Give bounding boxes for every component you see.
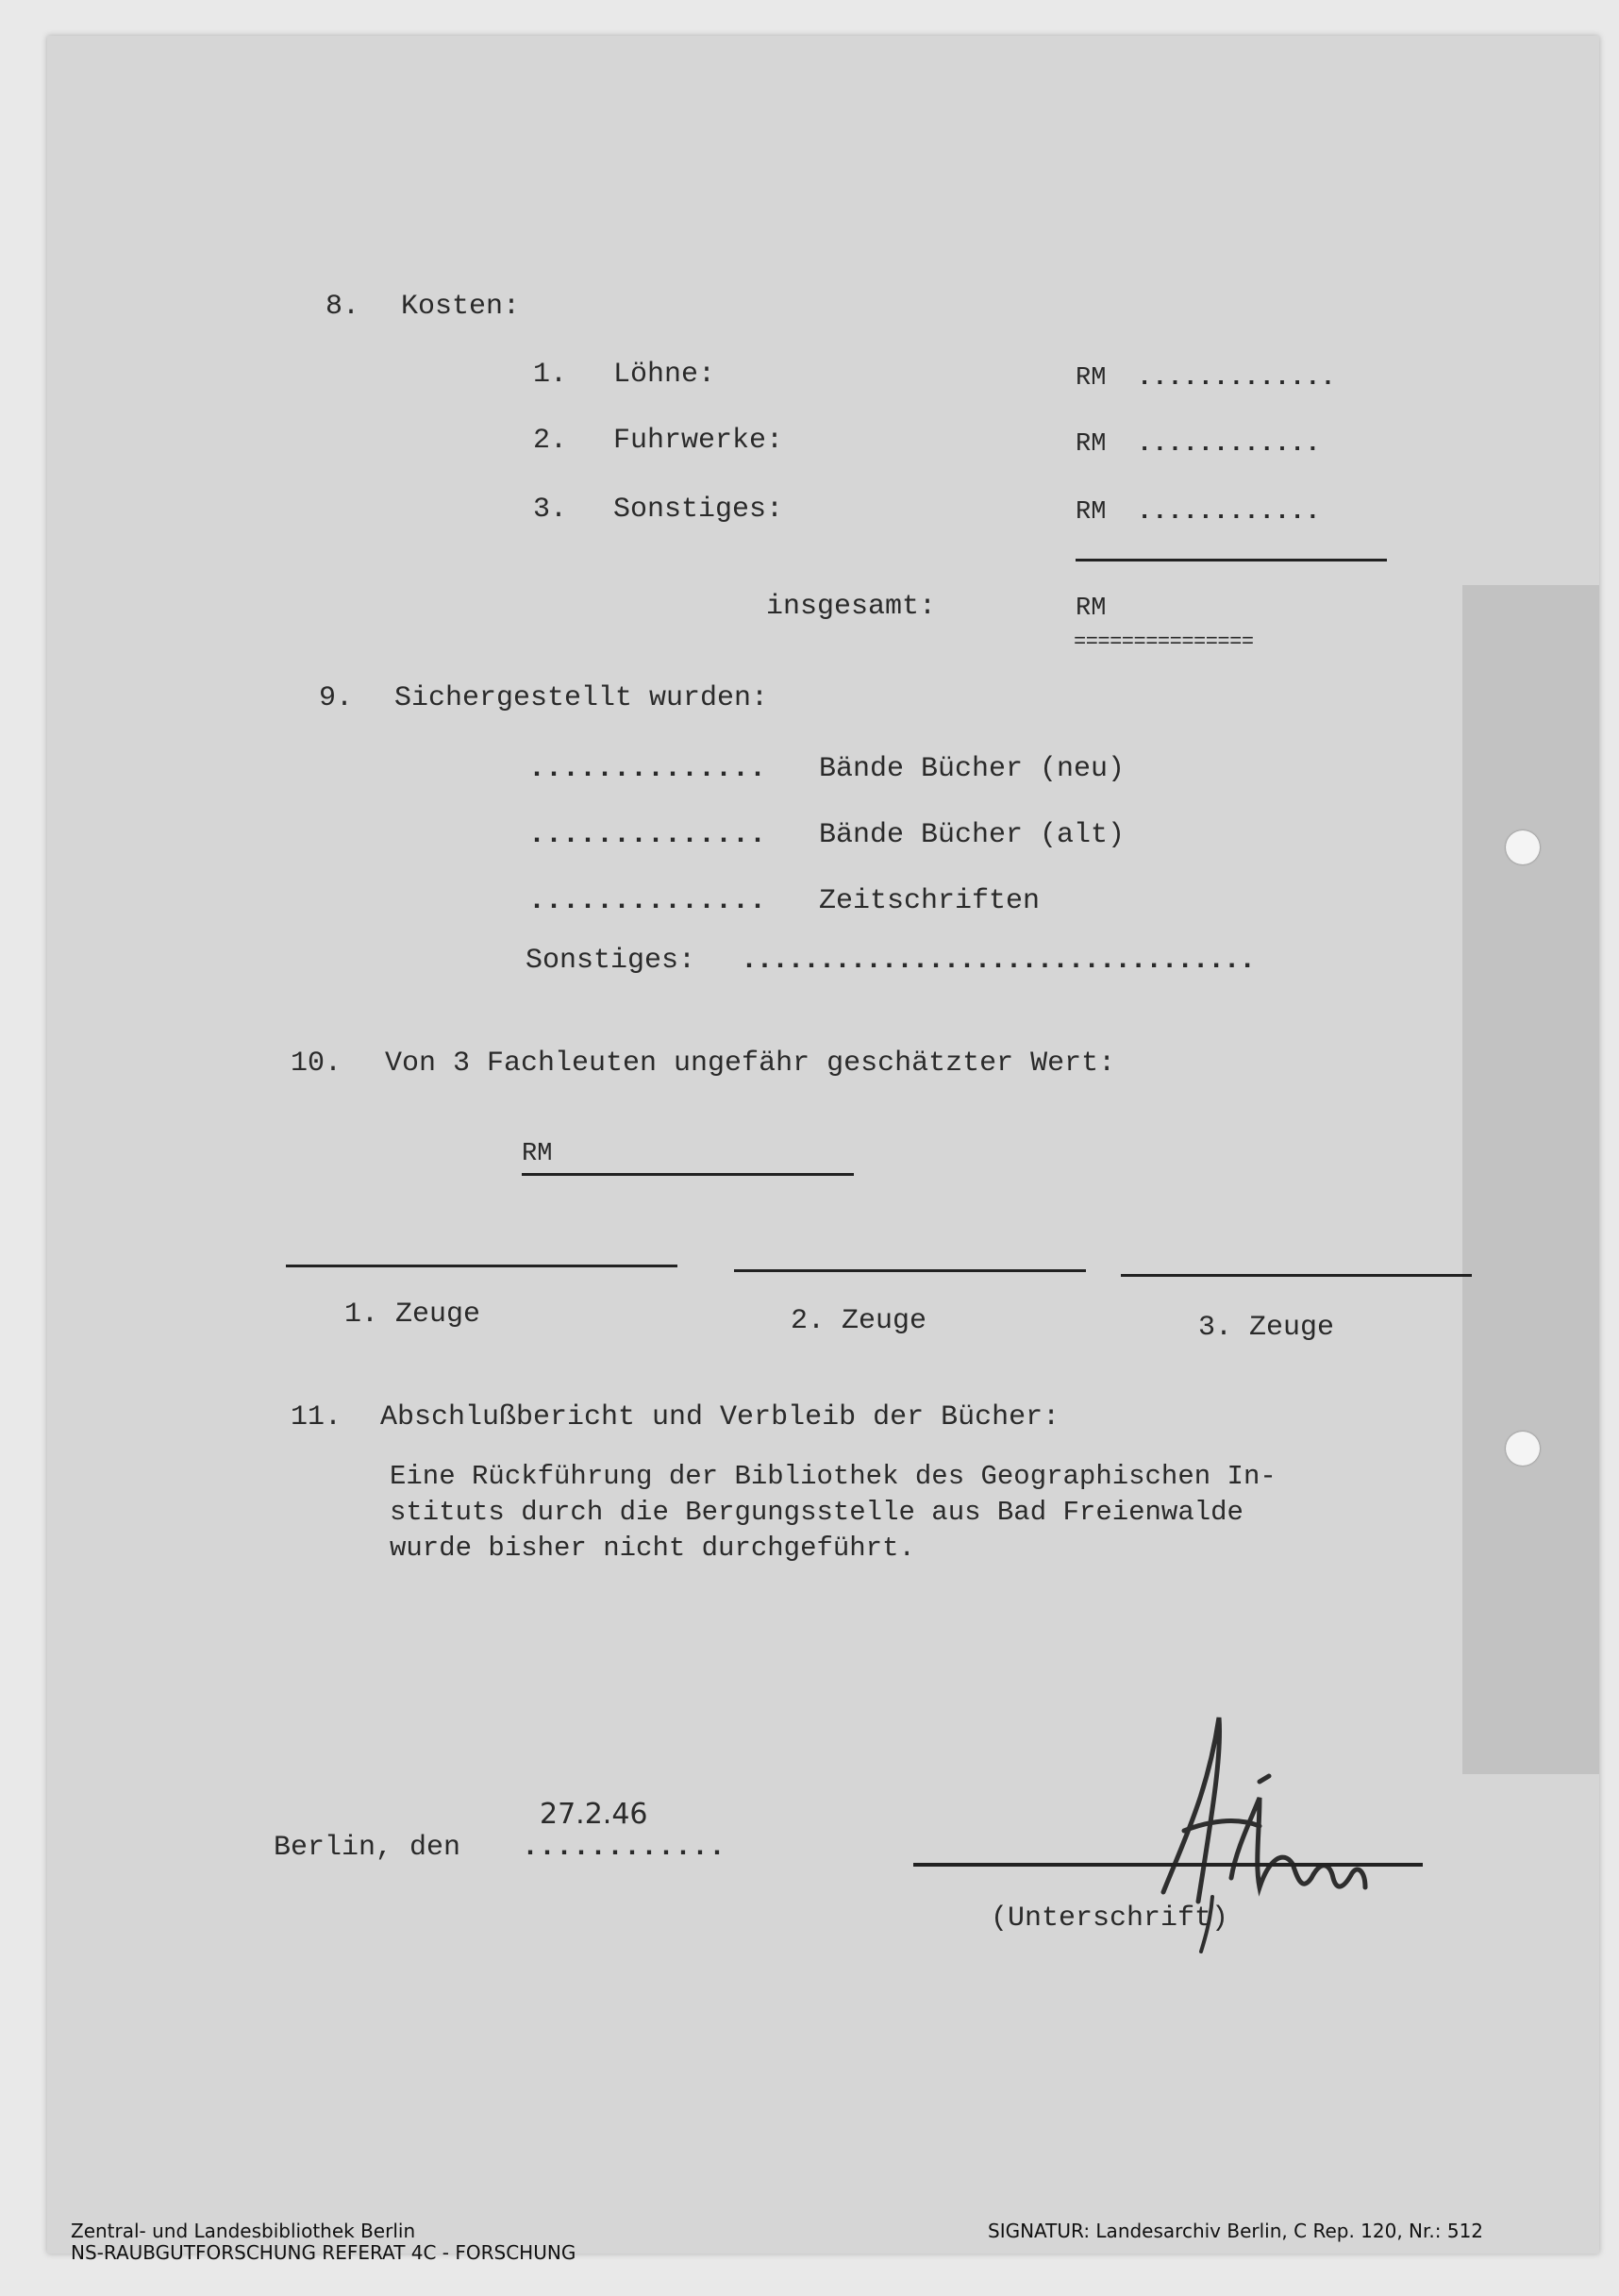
archive-tab-strip	[1462, 585, 1599, 1774]
section9-title: Sichergestellt wurden:	[394, 682, 769, 714]
witness-2-rule	[734, 1269, 1086, 1272]
handwritten-date: 27.2.46	[540, 1798, 648, 1831]
secured-other-dots: .................................	[741, 945, 1255, 977]
date-dots: ............	[522, 1832, 726, 1864]
secured-line-2-dots: ..............	[528, 819, 767, 851]
secured-line-1-dots: ..............	[528, 753, 767, 785]
secured-other-label: Sonstiges:	[526, 945, 696, 977]
section10-number: 10.	[291, 1047, 342, 1080]
cost-item-2-currency: RM	[1076, 430, 1107, 459]
cost-item-2-label: Fuhrwerke:	[613, 425, 784, 457]
footer-left	[71, 2221, 576, 2264]
report-line-3: wurde bisher nicht durchgeführt.	[390, 1533, 915, 1564]
cost-item-3-label: Sonstiges:	[613, 494, 784, 526]
estimate-currency: RM	[522, 1140, 553, 1168]
estimate-rule	[522, 1173, 854, 1176]
witness-1-rule	[286, 1265, 677, 1267]
witness-2-label: 2. Zeuge	[791, 1305, 927, 1337]
report-line-2: stituts durch die Bergungsstelle aus Bad Freienwalde	[390, 1497, 1243, 1528]
witness-3-rule	[1121, 1274, 1472, 1277]
secured-line-1-label: Bände Bücher (neu)	[819, 753, 1126, 785]
secured-line-3-label: Zeitschriften	[819, 885, 1041, 917]
cost-item-3-dots: ............	[1137, 498, 1321, 527]
cost-item-1-currency: RM	[1076, 364, 1107, 393]
cost-item-1-dots: .............	[1137, 364, 1336, 393]
cost-item-2-number: 2.	[533, 425, 568, 457]
punch-hole-top	[1506, 830, 1540, 864]
signature-rule	[913, 1863, 1423, 1867]
place-label: Berlin, den	[274, 1832, 461, 1864]
signature-caption: (Unterschrift)	[991, 1902, 1229, 1935]
secured-line-3-dots: ..............	[528, 885, 767, 917]
cost-item-2-dots: ............	[1137, 430, 1321, 459]
section11-number: 11.	[291, 1401, 342, 1433]
subtotal-rule	[1076, 559, 1387, 561]
cost-item-1-number: 1.	[533, 359, 568, 391]
cost-item-1-label: Löhne:	[613, 359, 716, 391]
total-currency: RM	[1076, 595, 1107, 623]
section9-number: 9.	[319, 682, 354, 714]
punch-hole-bottom	[1506, 1432, 1540, 1466]
footer-institution: Zentral- und Landesbibliothek Berlin	[71, 2220, 416, 2242]
witness-3-label: 3. Zeuge	[1198, 1312, 1335, 1344]
report-line-1: Eine Rückführung der Bibliothek des Geographischen In-	[390, 1461, 1277, 1492]
total-label: insgesamt:	[766, 591, 937, 623]
secured-line-2-label: Bände Bücher (alt)	[819, 819, 1126, 851]
section10-title: Von 3 Fachleuten ungefähr geschätzter Wert:	[385, 1047, 1116, 1080]
section8-title: Kosten:	[401, 291, 521, 323]
total-double-rule: ===============	[1074, 630, 1254, 654]
section8-number: 8.	[325, 291, 360, 323]
cost-item-3-currency: RM	[1076, 498, 1107, 527]
cost-item-3-number: 3.	[533, 494, 568, 526]
footer-signature-ref: SIGNATUR: Landesarchiv Berlin, C Rep. 120, Nr.: 512	[988, 2220, 1484, 2242]
section11-title: Abschlußbericht und Verbleib der Bücher:	[380, 1401, 1060, 1433]
footer-department: NS-RAUBGUTFORSCHUNG REFERAT 4C - FORSCHUNG	[71, 2241, 576, 2264]
witness-1-label: 1. Zeuge	[344, 1299, 481, 1331]
